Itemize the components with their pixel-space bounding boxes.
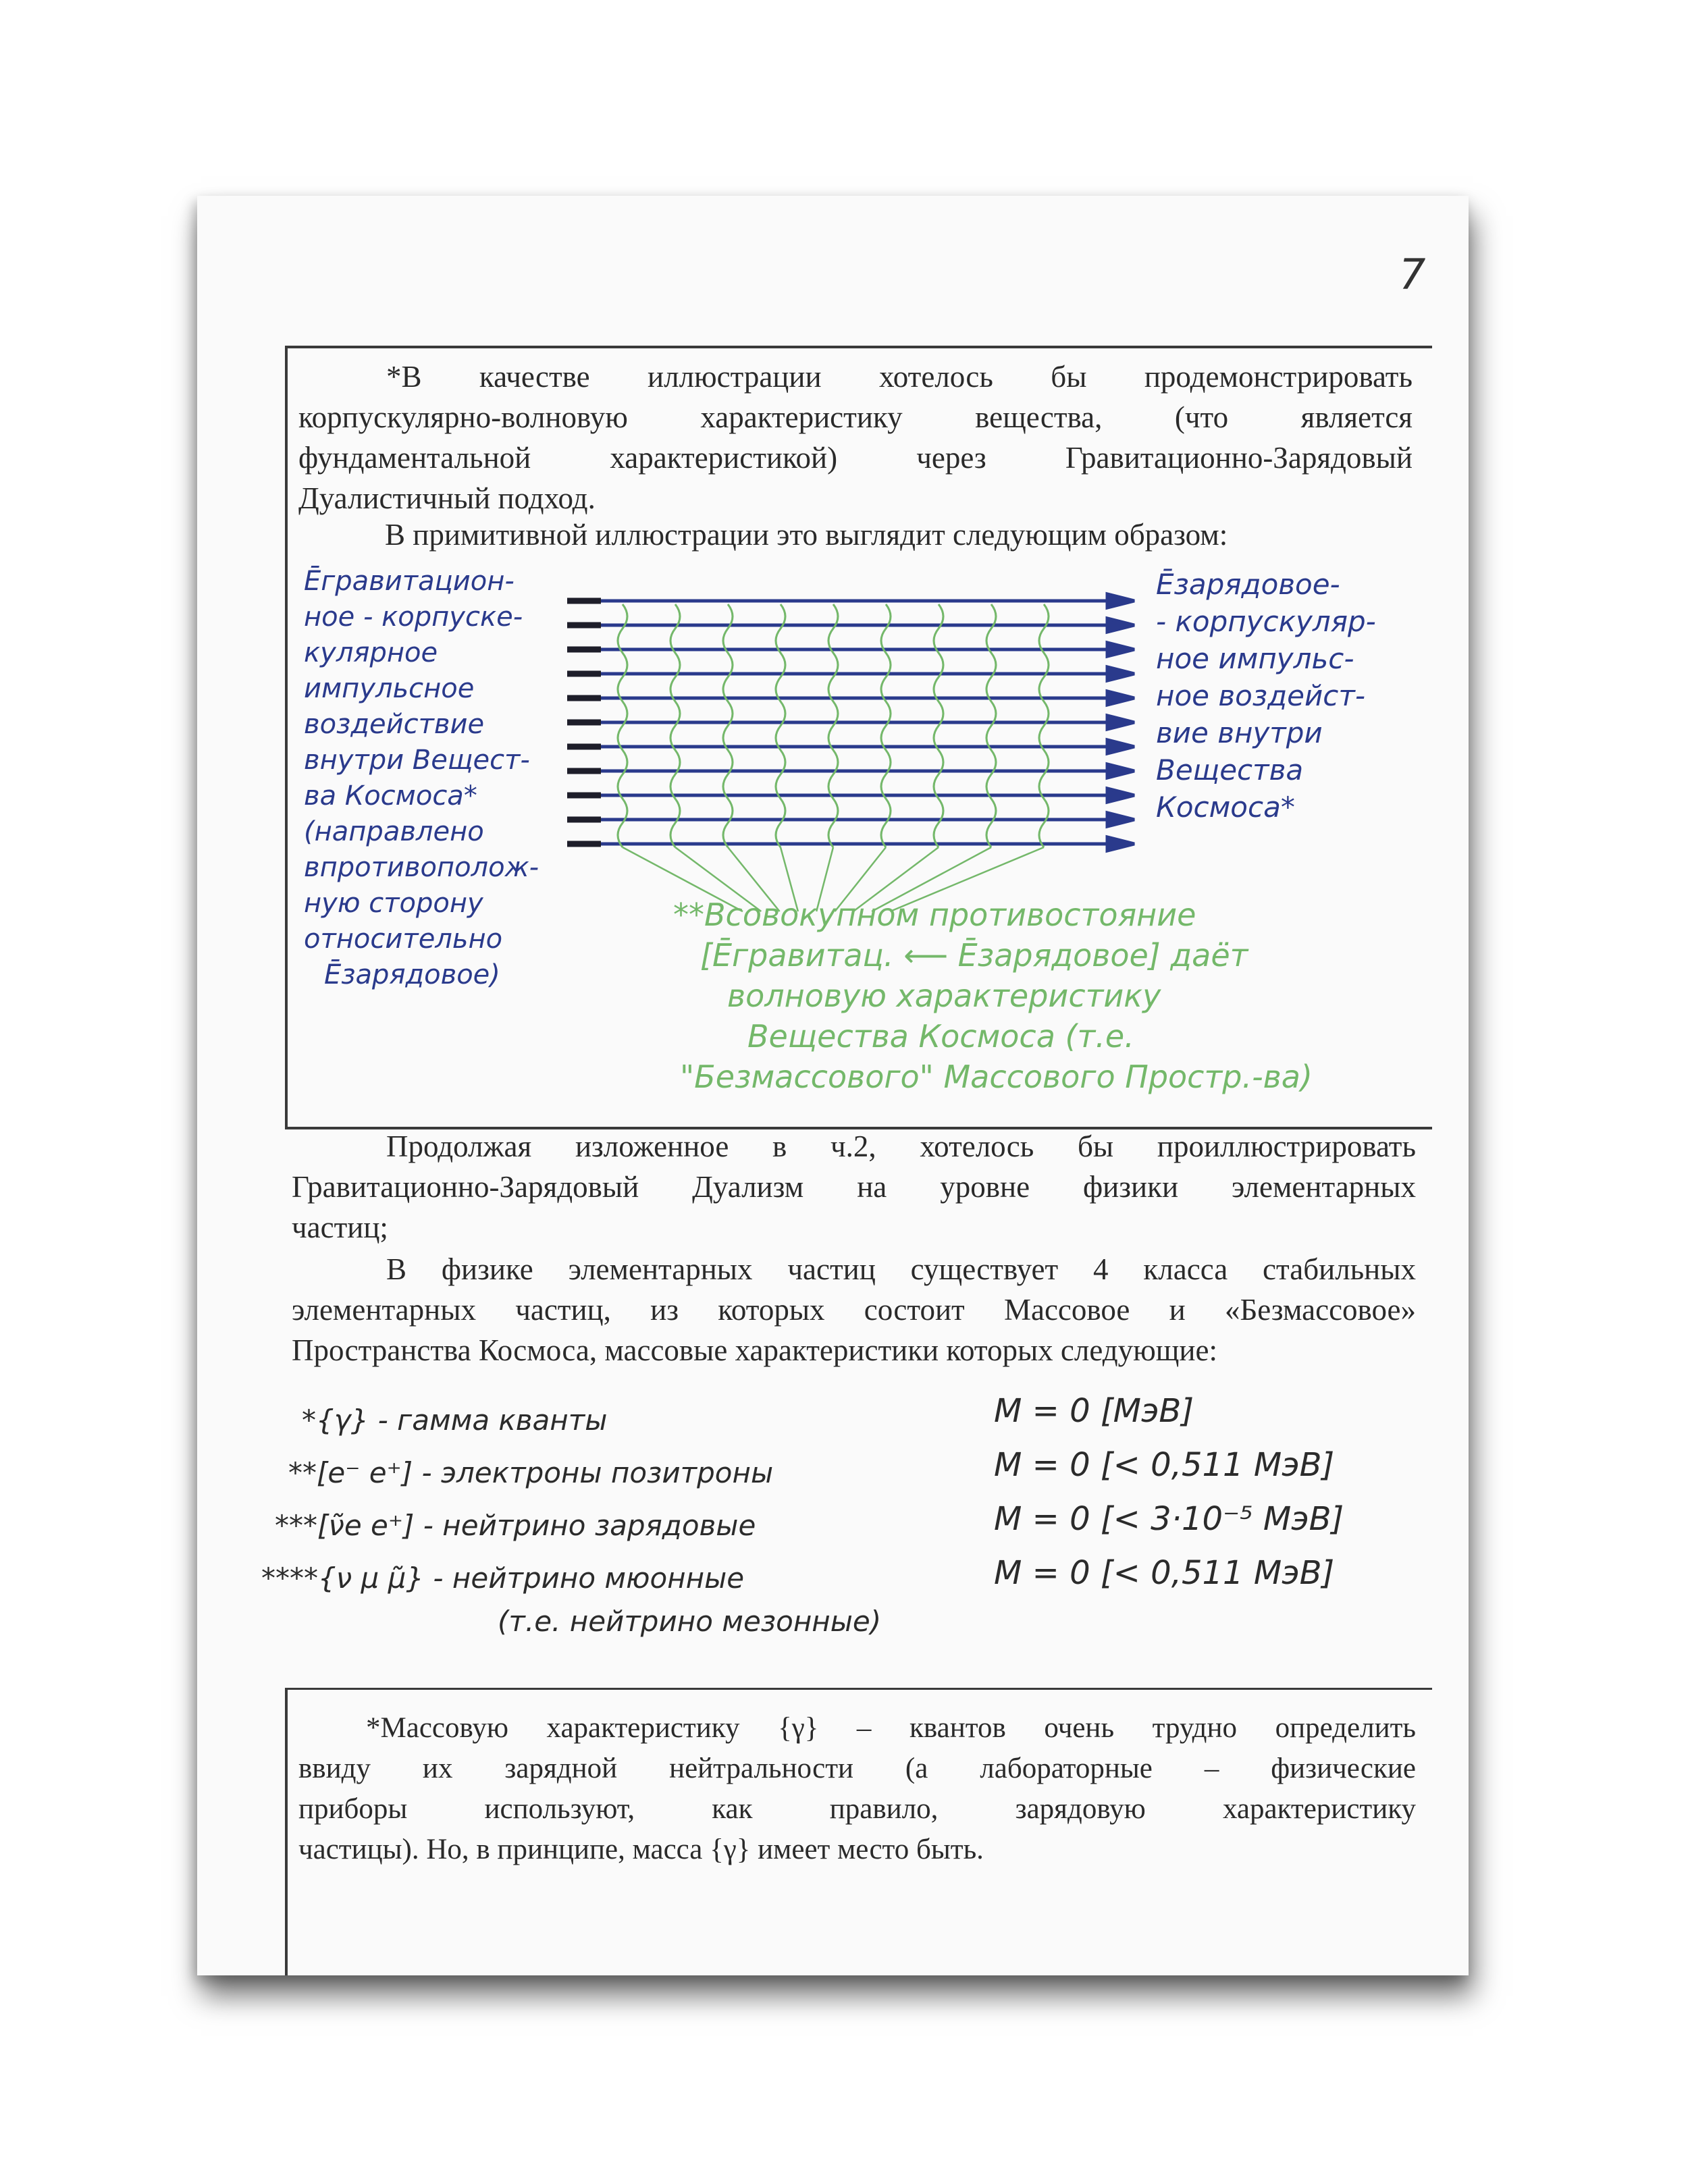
note-line: ную сторону (304, 888, 483, 919)
wave-line (881, 604, 891, 847)
wave-line (934, 604, 943, 847)
arrow-head (1107, 813, 1134, 826)
particle-row-gamma: *{γ} - гамма кванты (302, 1404, 608, 1437)
wave-line (828, 604, 838, 847)
wave-line (1039, 604, 1049, 847)
note-line: Вещества Космоса (т.е. (747, 1018, 1134, 1055)
arrow-head (1107, 667, 1134, 681)
note-line: Космоса* (1156, 791, 1295, 824)
mass-value: M = 0 [< 0,511 МэВ] (994, 1554, 1335, 1592)
note-line: внутри Вещест- (304, 745, 530, 776)
arrow-head (1107, 643, 1134, 656)
text-line: элементарных частиц, из которых состоит Массовое и «Безмассовое» (292, 1293, 1416, 1327)
text-line: Дуалистичный подход. (298, 481, 596, 515)
note-line: волновую характеристику (727, 978, 1161, 1014)
arrow-head (1107, 691, 1134, 705)
arrow-head (1107, 716, 1134, 729)
paragraph-particles (292, 1249, 1416, 1370)
text-line: корпускулярно-волновую характеристику вещества, (что является (298, 400, 1413, 434)
note-line: импульсное (304, 673, 475, 704)
particle-row-neutrino-muon: ****{ν μ μ̃} - нейтрино мюонные (261, 1562, 745, 1595)
mass-value: M = 0 [< 3·10⁻⁵ МэВ] (994, 1500, 1344, 1538)
text-line: фундаментальной характеристикой) через Гравитационно-Зарядовый (298, 441, 1413, 475)
wave-line (618, 604, 627, 847)
text-line: *В качестве иллюстрации хотелось бы продемонстрировать (386, 360, 1413, 394)
note-line: ное - корпуске- (304, 602, 523, 633)
page-number: 7 (1399, 250, 1426, 299)
arrow-head (1107, 837, 1134, 851)
particle-row-neutrino-charged: ***[ν̃e e⁺] - нейтрино зарядовые (275, 1509, 756, 1542)
note-line: (направлено (304, 816, 484, 847)
right-handwritten-note (1156, 566, 1376, 826)
particle-note: (т.е. нейтрино мезонные) (498, 1605, 882, 1638)
wave-line (776, 604, 785, 847)
note-line: впротивополож- (304, 852, 539, 883)
note-line: Ēзарядовое- (1156, 568, 1340, 601)
document-page (197, 196, 1469, 1975)
particle-list (261, 1394, 881, 1639)
text-line: частиц; (292, 1210, 388, 1244)
note-line: относительно (304, 924, 503, 955)
wave-line (723, 604, 733, 847)
note-line: кулярное (304, 637, 438, 668)
arrow-head (1107, 618, 1134, 632)
wave-line (986, 604, 996, 847)
intro-second-line: В примитивной иллюстрации это выглядит следующим образом: (385, 518, 1228, 552)
note-line: **Всовокупном противостояние (673, 897, 1196, 933)
footnote-paragraph (298, 1708, 1416, 1870)
arrow-head (1107, 789, 1134, 802)
green-handwritten-note (673, 895, 1313, 1097)
text-line: В физике элементарных частиц существует 4 класса стабильных (386, 1252, 1416, 1286)
mass-value: M = 0 [< 0,511 МэВ] (994, 1446, 1335, 1484)
text-line: *Массовую характеристику {γ} – квантов очень трудно определить (366, 1712, 1416, 1744)
arrow-head (1107, 764, 1134, 778)
text-line: приборы используют, как правило, зарядовую характеристику (298, 1793, 1416, 1825)
note-line: ное импульс- (1156, 642, 1354, 675)
note-line: Ēзарядовое) (324, 959, 500, 990)
text-line: Гравитационно-Зарядовый Дуализм на уровне физики элементарных (292, 1170, 1416, 1204)
note-line: ва Космоса* (304, 780, 477, 811)
note-line: Вещества (1156, 753, 1304, 787)
text-line: Пространства Космоса, массовые характеристики которых следующие: (292, 1333, 1217, 1367)
note-line: "Безмассового" Массового Простр.-ва) (680, 1059, 1313, 1095)
note-line: [Ēгравитац. ⟵ Ēзарядовое] даёт (700, 937, 1248, 974)
arrow-head (1107, 740, 1134, 753)
text-line: Продолжая изложенное в ч.2, хотелось бы проиллюстрировать (386, 1129, 1416, 1163)
arrow-head (1107, 594, 1134, 608)
note-line: - корпускуляр- (1156, 605, 1376, 638)
note-line: воздействие (304, 709, 485, 740)
mass-value: M = 0 [МэВ] (994, 1392, 1194, 1430)
wave-line (670, 604, 680, 847)
text-line: частицы). Но, в принципе, масса {γ} имеет место быть. (298, 1834, 984, 1865)
note-line: Ēгравитацион- (304, 566, 515, 597)
note-line: вие внутри (1156, 716, 1323, 749)
particle-mass-list (994, 1384, 1344, 1600)
wave-group (618, 604, 1049, 847)
note-line: ное воздейст- (1156, 679, 1366, 712)
particle-row-electron: **[e⁻ e⁺] - электроны позитроны (288, 1456, 774, 1489)
text-line: ввиду их зарядной нейтральности (а лабораторные – физические (298, 1753, 1416, 1784)
paragraph-continuing (292, 1126, 1416, 1248)
left-handwritten-note (304, 564, 539, 993)
